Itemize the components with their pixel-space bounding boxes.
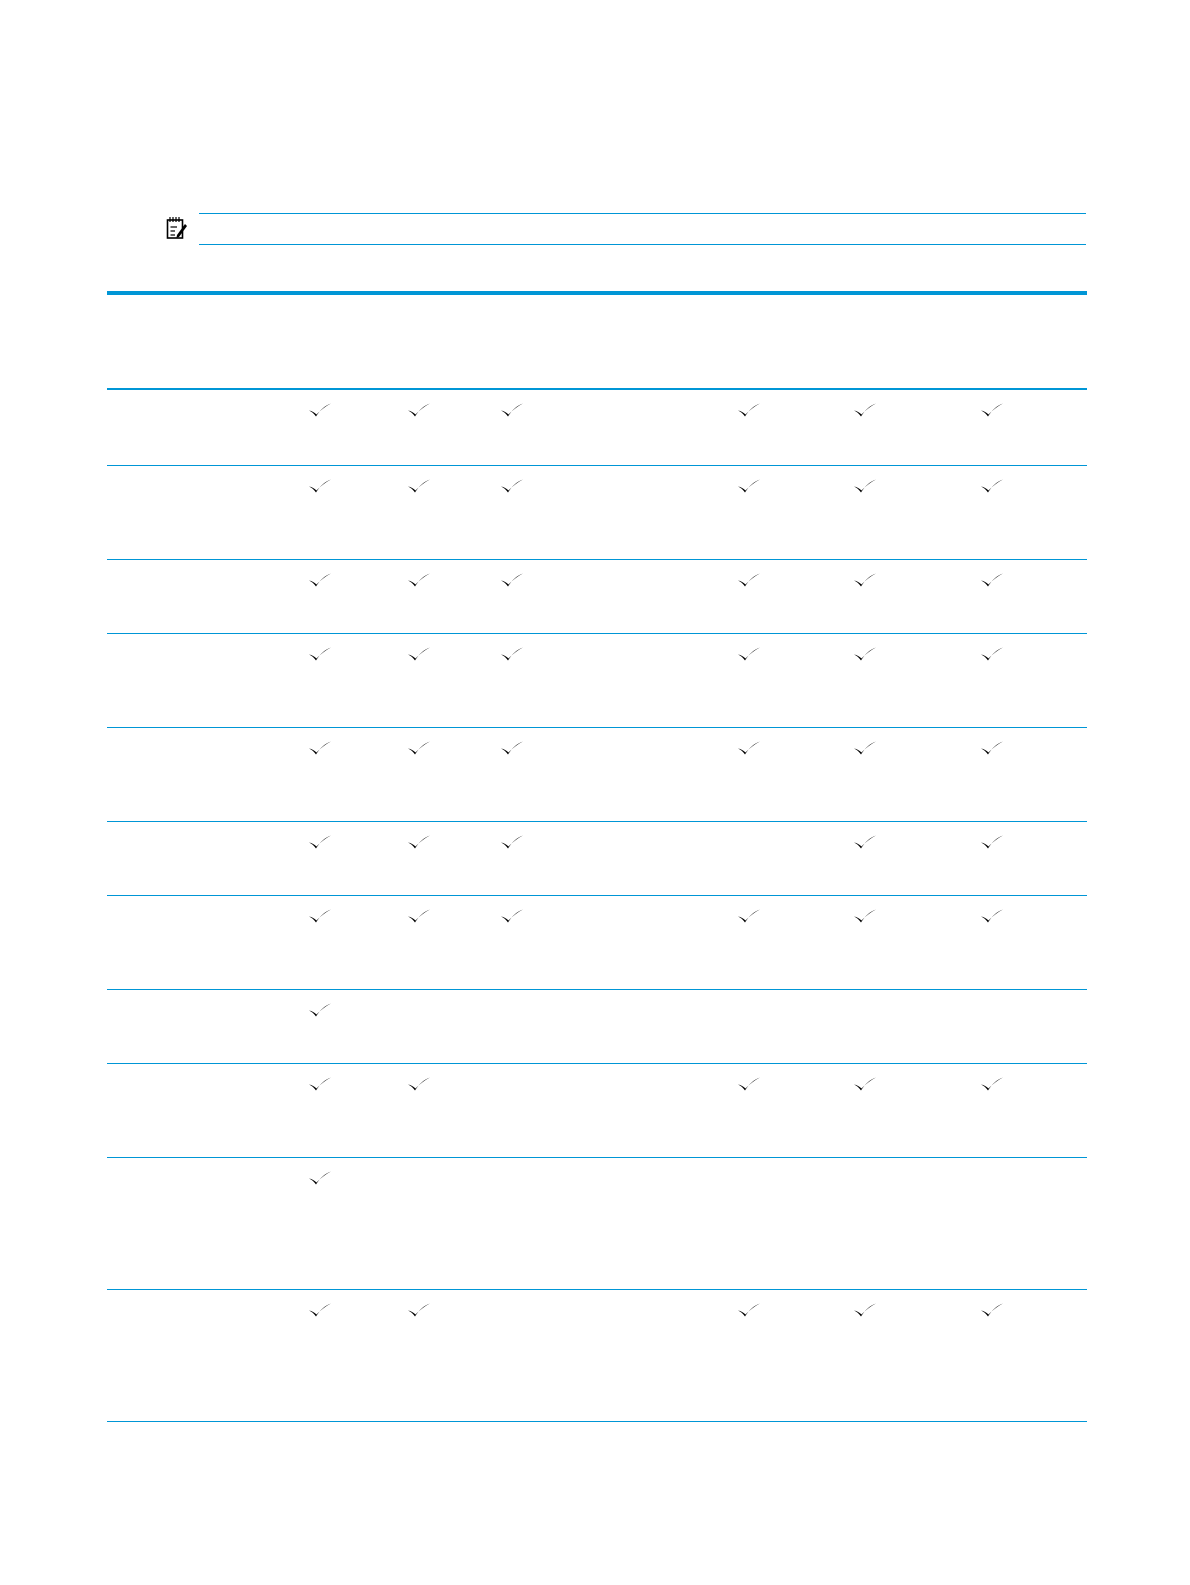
table-row: [107, 466, 1087, 560]
checkmark-icon: [980, 646, 1004, 662]
checkmark-icon: [407, 1076, 431, 1092]
checkmark-icon: [737, 478, 761, 494]
checkmark-icon: [980, 572, 1004, 588]
checkmark-icon: [407, 478, 431, 494]
checkmark-icon: [500, 646, 524, 662]
checkmark-icon: [407, 740, 431, 756]
checkmark-icon: [308, 834, 332, 850]
note-top-rule: [199, 213, 1086, 214]
checkmark-icon: [308, 1302, 332, 1318]
checkmark-icon: [737, 402, 761, 418]
checkmark-icon: [737, 1076, 761, 1092]
table-row: [107, 990, 1087, 1064]
checkmark-icon: [853, 572, 877, 588]
checkmark-icon: [308, 478, 332, 494]
checkmark-icon: [853, 1076, 877, 1092]
checkmark-icon: [308, 1002, 332, 1018]
checkmark-icon: [500, 478, 524, 494]
checkmark-icon: [308, 1076, 332, 1092]
checkmark-icon: [737, 908, 761, 924]
note-icon: [166, 216, 188, 240]
table-row: [107, 560, 1087, 634]
checkmark-icon: [853, 646, 877, 662]
checkmark-icon: [980, 402, 1004, 418]
checkmark-icon: [737, 572, 761, 588]
checkmark-icon: [500, 834, 524, 850]
checkmark-icon: [980, 740, 1004, 756]
table-row: [107, 896, 1087, 990]
checkmark-icon: [853, 908, 877, 924]
table-header-row: [107, 295, 1087, 390]
checkmark-icon: [500, 908, 524, 924]
checkmark-icon: [308, 1170, 332, 1186]
table-row: [107, 1290, 1087, 1422]
checkmark-icon: [500, 740, 524, 756]
checkmark-icon: [853, 1302, 877, 1318]
checkmark-icon: [407, 908, 431, 924]
note-bottom-rule: [199, 244, 1086, 245]
checkmark-icon: [308, 402, 332, 418]
table-row: [107, 1064, 1087, 1158]
checkmark-icon: [737, 646, 761, 662]
checkmark-icon: [407, 1302, 431, 1318]
table-row: [107, 634, 1087, 728]
checkmark-icon: [980, 1076, 1004, 1092]
checkmark-icon: [853, 740, 877, 756]
checkmark-icon: [980, 834, 1004, 850]
checkmark-icon: [308, 908, 332, 924]
checkmark-icon: [980, 478, 1004, 494]
table-row: [107, 1158, 1087, 1290]
checkmark-icon: [737, 740, 761, 756]
checkmark-icon: [853, 402, 877, 418]
checkmark-icon: [737, 1302, 761, 1318]
table-row: [107, 728, 1087, 822]
checkmark-icon: [500, 402, 524, 418]
checkmark-icon: [407, 834, 431, 850]
checkmark-icon: [853, 478, 877, 494]
checkmark-icon: [980, 1302, 1004, 1318]
checkmark-icon: [407, 402, 431, 418]
checkmark-icon: [308, 572, 332, 588]
checkmark-icon: [308, 740, 332, 756]
checkmark-icon: [407, 646, 431, 662]
checkmark-icon: [308, 646, 332, 662]
checkmark-icon: [853, 834, 877, 850]
checkmark-icon: [407, 572, 431, 588]
checkmark-icon: [500, 572, 524, 588]
table-row: [107, 822, 1087, 896]
table-row: [107, 390, 1087, 466]
checkmark-icon: [980, 908, 1004, 924]
